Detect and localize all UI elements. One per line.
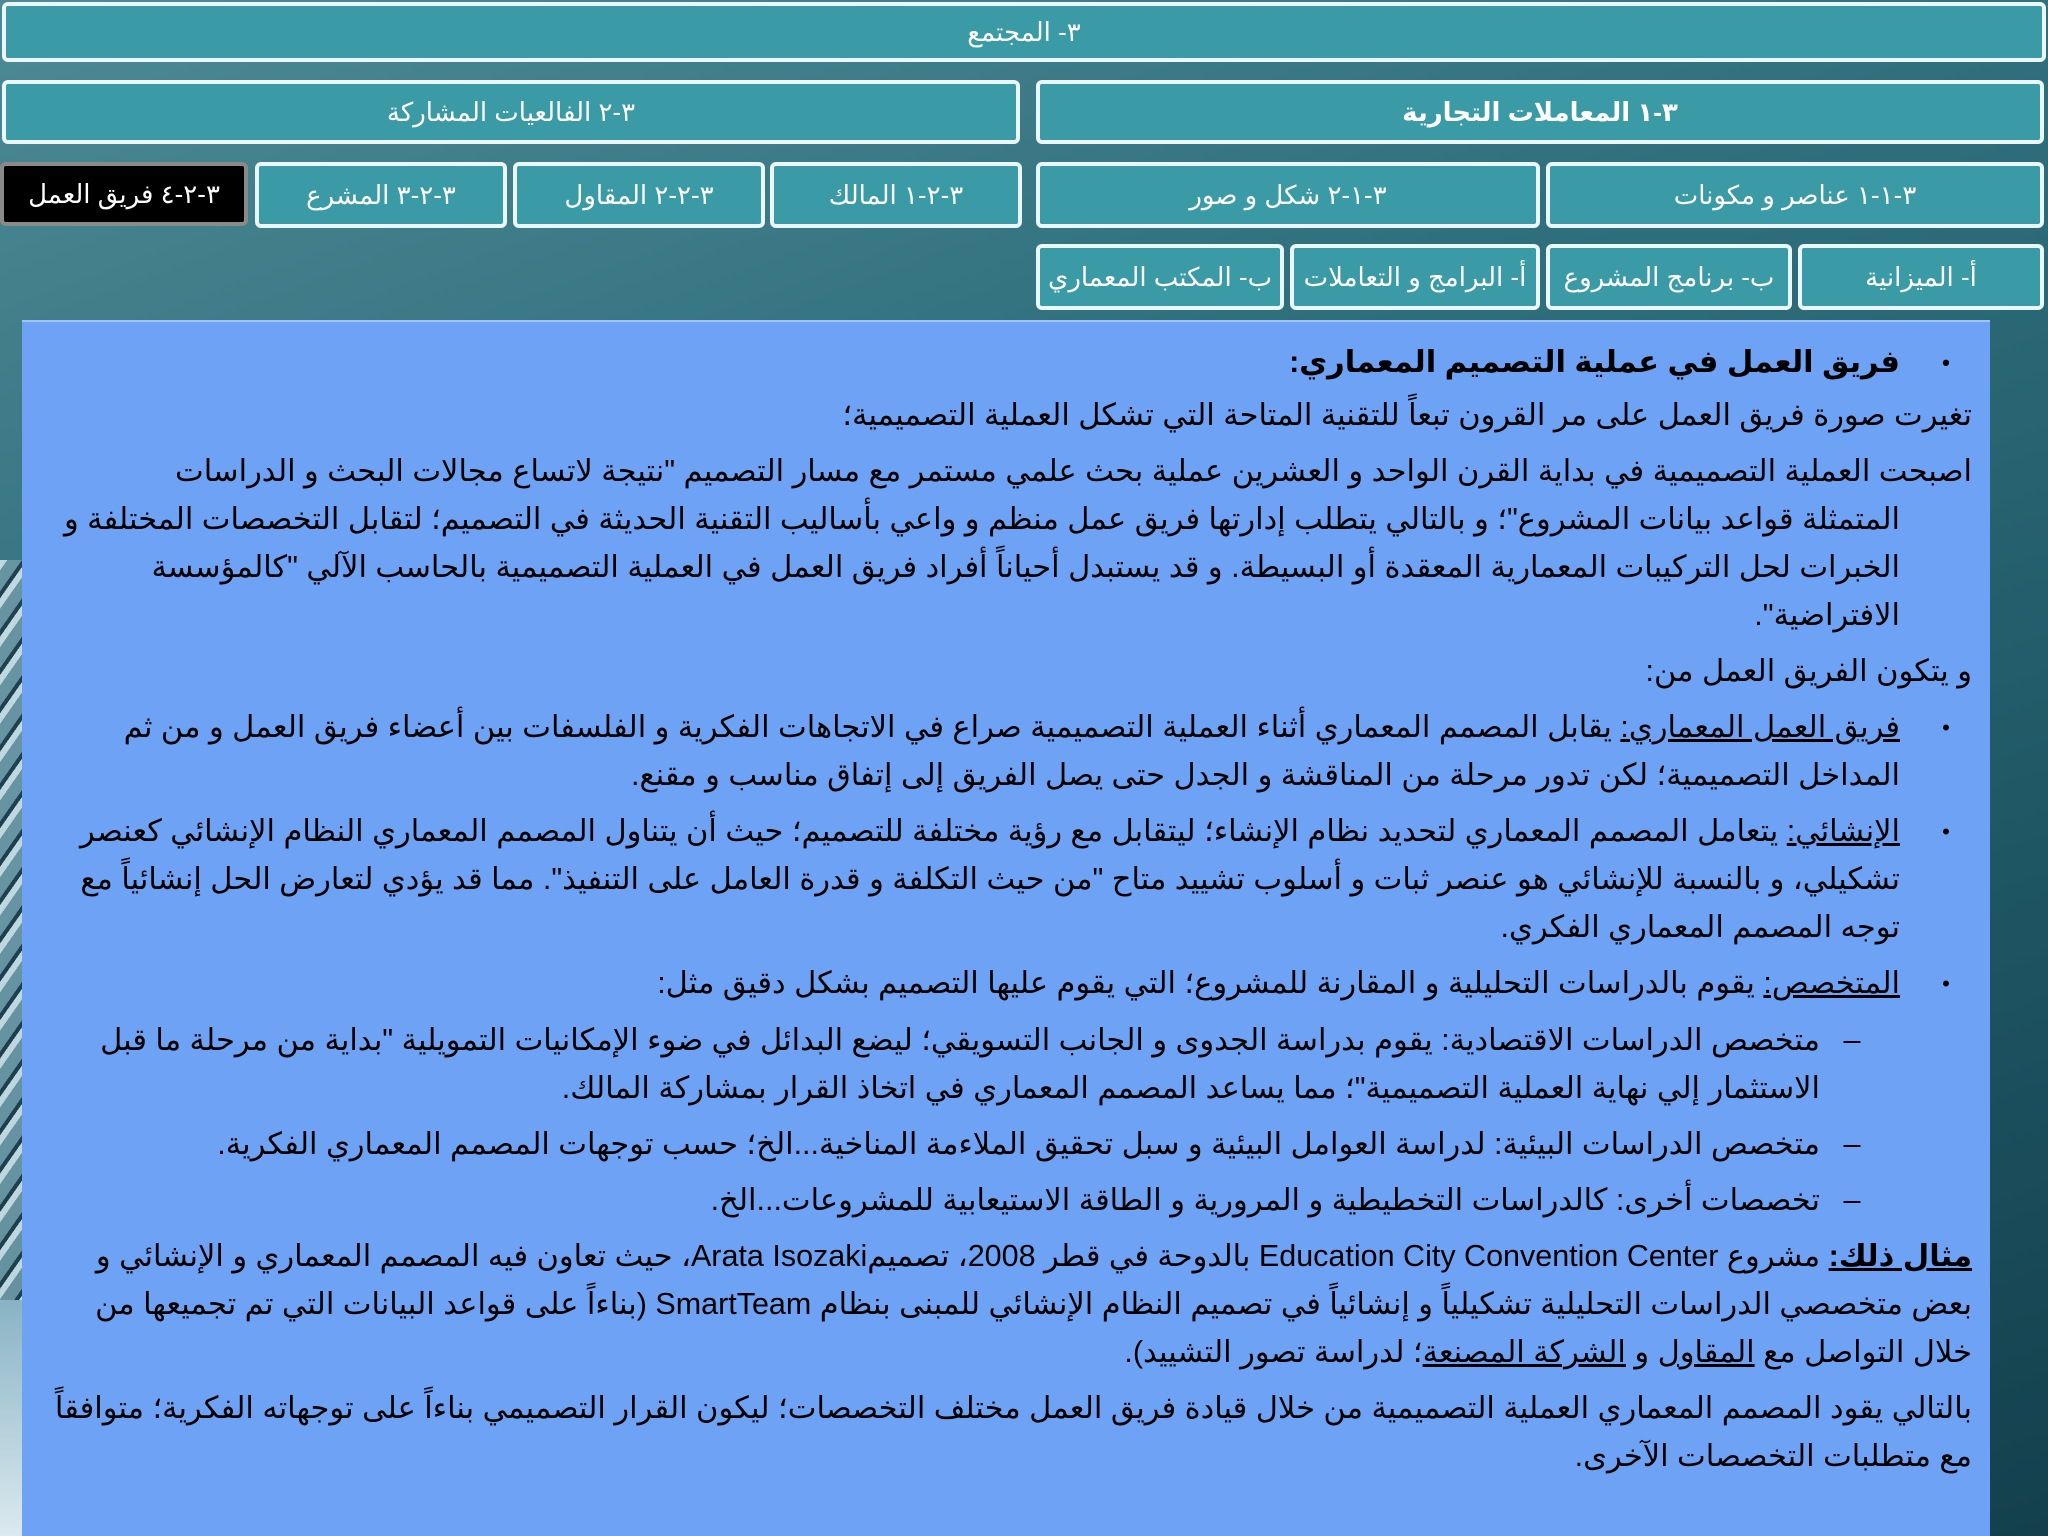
nav-project-program[interactable]: ب- برنامج المشروع xyxy=(1546,244,1792,310)
paragraph-example: مثال ذلك: مشروع Education City Convention Center بالدوحة في قطر 2008، تصميمArata Isozaki، حيث تعاون فيه المصمم المعماري و الإنشائي و بعض متخصصي الدراسات التحليلية تشكيلياً و إنشائياً في تصميم النظام الإنشائي للمبنى بنظام SmartTeam (بناءاً على قواعد البيانات التي تم تجميعها من خلال التواصل مع المقاول و الشركة المصنعة؛ لدراسة تصور التشييد). xyxy=(95,1239,1972,1369)
bullet-icon: • xyxy=(1942,715,1950,740)
term-contractor: المقاول xyxy=(1657,1335,1755,1369)
nav-participating-actors[interactable]: ٣-٢ الفالعيات المشاركة xyxy=(2,80,1020,144)
nav-work-team[interactable]: ٣-٢-٤ فريق العمل xyxy=(0,162,248,226)
term-specialist: المتخصص: xyxy=(1763,966,1900,1000)
nav-contractor[interactable]: ٣-٢-٢ المقاول xyxy=(513,162,765,228)
paragraph-design-process: اصبحت العملية التصميمية في بداية القرن الواحد و العشرين عملية بحث علمي مستمر مع مسار التصميم "نتيجة لاتساع مجالات البحث و الدراسات المتمثلة قواعد بيانات المشروع"؛ و بالتالي يتطلب إدارتها فريق عمل منظم و واعي بأساليب التقنية الحديثة في التصميم؛ لتقابل التخصصات المختلفة و الخبرات لحل التركيبات المعمارية المعقدة أو البسيطة. و قد يستبدل أحياناً أفراد فريق العمل في العملية التصميمية بالحاسب الآلي "كالمؤسسة الافتراضية". xyxy=(63,454,1972,632)
sub-item-economic: – متخصص الدراسات الاقتصادية: يقوم بدراسة الجدوى و الجانب التسويقي؛ ليضع البدائل في ضوء الإمكانيات التمويلية "بداية من مرحلة ما قبل الاستثمار إلي نهاية العملية التصميمية"؛ مما يساعد المصمم المعماري في اتخاذ القرار بمشاركة المالك. xyxy=(40,1016,1972,1112)
dash-icon: – xyxy=(1843,1183,1861,1217)
nav-architectural-office[interactable]: ب- المكتب المعماري xyxy=(1036,244,1284,310)
bullet-architectural-team: • فريق العمل المعماري: يقابل المصمم المعماري أثناء العملية التصميمية صراع في الاتجاهات الفكرية و الفلسفات بين أعضاء فريق العمل و من ثم المداخل التصميمية؛ لكن تدور مرحلة من المناقشة و الجدل حتى يصل الفريق إلى إتفاق مناسب و مقنع. xyxy=(40,703,1972,799)
example-label: مثال ذلك: xyxy=(1828,1239,1972,1273)
term-architectural-team: فريق العمل المعماري: xyxy=(1620,710,1900,744)
bullet-structural: • الإنشائي: يتعامل المصمم المعماري لتحديد نظام الإنشاء؛ ليتقابل مع رؤية مختلفة للتصميم؛ حيث أن يتناول المصمم المعماري النظام الإنشائي كعنصر تشكيلي، و بالنسبة للإنشائي هو عنصر ثبات و أسلوب تشييد متاح "من حيث التكلفة و قدرة العامل على التنفيذ". مما قد يؤدي لتعارض الحل إنشائياً مع توجه المصمم المعماري الفكري. xyxy=(40,807,1972,951)
nav-owner[interactable]: ٣-٢-١ المالك xyxy=(770,162,1022,228)
content-panel xyxy=(22,320,1990,1536)
nav-programs-transactions[interactable]: أ- البرامج و التعاملات xyxy=(1290,244,1540,310)
paragraph-team-composition: و يتكون الفريق العمل من: xyxy=(1645,654,1972,688)
dash-icon: – xyxy=(1843,1127,1861,1161)
paragraph-intro: تغيرت صورة فريق العمل على مر القرون تبعاً للتقنية المتاحة التي تشكل العملية التصميمية؛ xyxy=(842,398,1972,432)
bullet-icon: • xyxy=(1942,971,1950,996)
nav-legislator[interactable]: ٣-٢-٣ المشرع xyxy=(255,162,507,228)
nav-budget[interactable]: أ- الميزانية xyxy=(1798,244,2044,310)
section-heading: • فريق العمل في عملية التصميم المعماري: xyxy=(40,338,1972,387)
paragraph-conclusion: بالتالي يقود المصمم المعماري العملية التصميمية من خلال قيادة فريق العمل مختلف التخصصات؛ ليكون القرار التصميمي بناءاً على توجهاته الفكرية؛ متوافقاً مع متطلبات التخصصات الآخرى. xyxy=(54,1391,1972,1473)
sub-item-environmental: – متخصص الدراسات البيئية: لدراسة العوامل البيئية و سبل تحقيق الملاءمة المناخية...الخ؛ حسب توجهات المصمم المعماري الفكرية. xyxy=(40,1120,1972,1168)
dash-icon: – xyxy=(1843,1023,1861,1057)
bullet-icon: • xyxy=(1942,819,1950,844)
bullet-specialist: • المتخصص: يقوم بالدراسات التحليلية و المقارنة للمشروع؛ التي يقوم عليها التصميم بشكل دقيق مثل: xyxy=(40,959,1972,1008)
term-structural: الإنشائي: xyxy=(1786,814,1900,848)
bullet-icon: • xyxy=(1942,350,1950,375)
nav-shape-forms[interactable]: ٣-١-٢ شكل و صور xyxy=(1036,162,1540,228)
nav-elements-components[interactable]: ٣-١-١ عناصر و مكونات xyxy=(1546,162,2044,228)
term-manufacturer: الشركة المصنعة xyxy=(1422,1335,1626,1369)
nav-community[interactable]: ٣- المجتمع xyxy=(2,2,2046,62)
nav-commercial-transactions[interactable]: ٣-١ المعاملات التجارية xyxy=(1036,80,2044,144)
sub-item-other: – تخصصات أخرى: كالدراسات التخطيطية و المرورية و الطاقة الاستيعابية للمشروعات...الخ. xyxy=(40,1176,1972,1224)
